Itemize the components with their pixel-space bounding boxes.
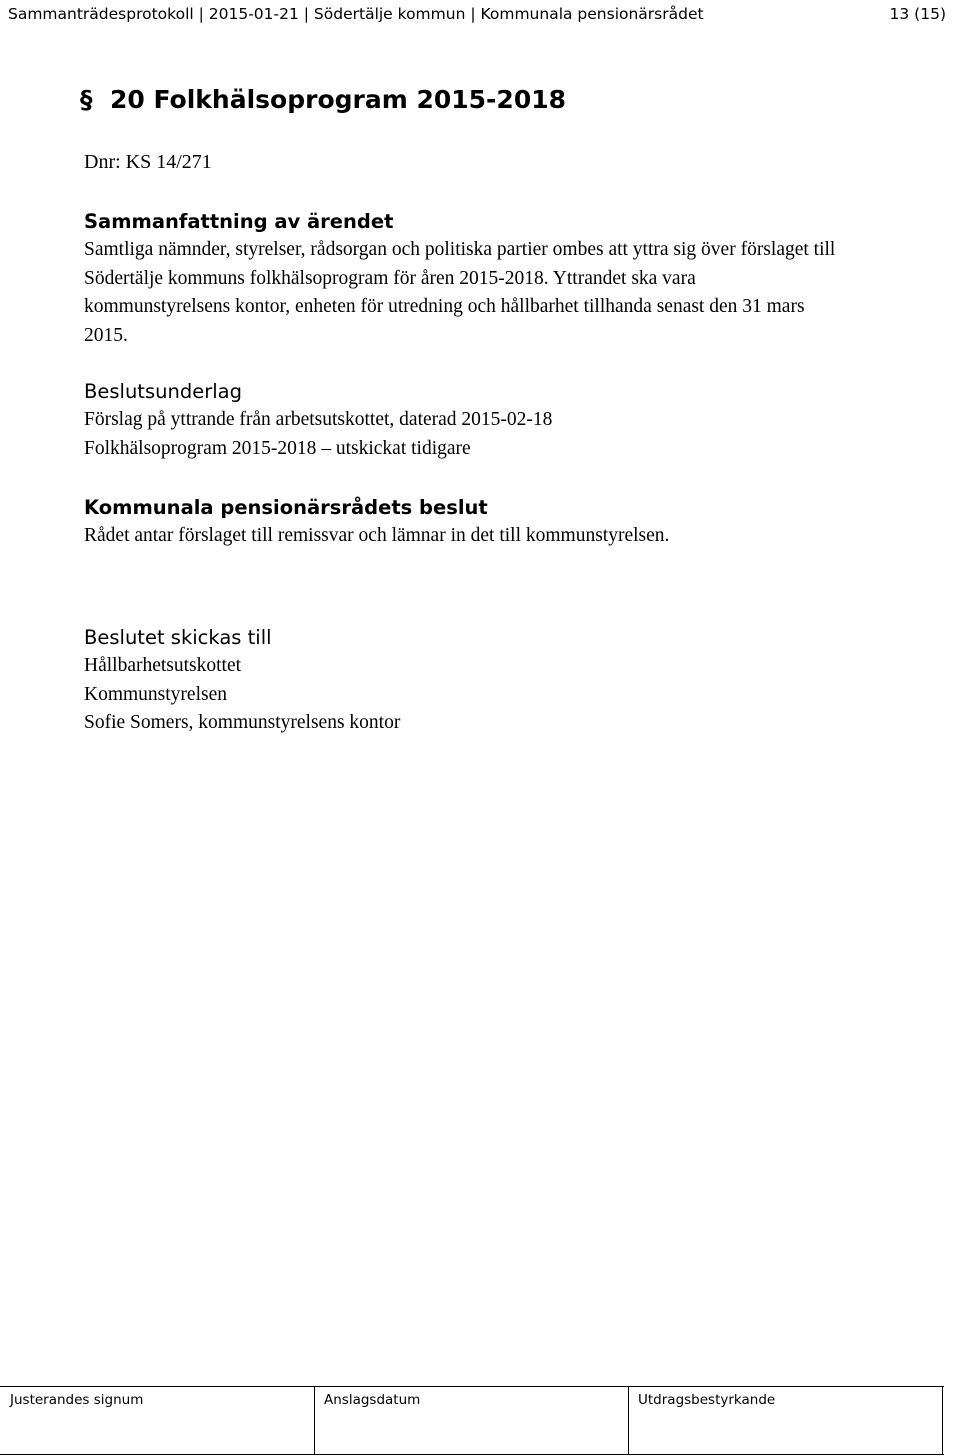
decision-heading: Kommunala pensionärsrådets beslut [84, 496, 488, 519]
footer-cell-signature [0, 1386, 314, 1454]
basis-item: Förslag på yttrande från arbetsutskottet, daterad 2015-02-18 [84, 409, 553, 430]
paragraph-sign-icon: § [80, 85, 93, 114]
decision-text: Rådet antar förslaget till remissvar och lämnar in det till kommunstyrelsen. [84, 525, 670, 546]
basis-item: Folkhälsoprogram 2015-2018 – utskickat tidigare [84, 437, 471, 459]
recipient-item: Sofie Somers, kommunstyrelsens kontor [84, 712, 401, 734]
distribution-heading: Beslutet skickas till [84, 626, 272, 649]
basis-section [84, 378, 552, 463]
signature-footer [0, 1386, 944, 1456]
section-heading [82, 84, 566, 116]
summary-text [84, 236, 835, 350]
summary-line: 2015. [84, 324, 128, 346]
summary-line: Samtliga nämnder, styrelser, rådsorgan och politiska partier ombes att yttra sig över förslaget till [84, 239, 836, 260]
recipient-item: Hållbarhetsutskottet [84, 655, 242, 676]
footer-label-signature: Justerandes signum [10, 1392, 144, 1408]
basis-list [84, 406, 552, 463]
basis-heading: Beslutsunderlag [84, 380, 242, 403]
footer-label-extract-certification: Utdragsbestyrkande [638, 1392, 776, 1408]
summary-section [84, 208, 835, 350]
distribution-section [84, 624, 400, 738]
footer-cell-extract-certification [628, 1386, 942, 1454]
case-number: Dnr: KS 14/271 [84, 151, 212, 173]
summary-line: Södertälje kommuns folkhälsoprogram för åren 2015-2018. Yttrandet ska vara [84, 267, 696, 289]
summary-heading: Sammanfattning av ärendet [84, 210, 394, 233]
footer-bottom-rule [0, 1454, 944, 1455]
footer-cell-posting-date [314, 1386, 628, 1454]
summary-line: kommunstyrelsens kontor, enheten för utredning och hållbarhet tillhanda senast den 31 mars [84, 296, 805, 318]
decision-section [84, 494, 669, 551]
footer-divider [942, 1386, 943, 1454]
section-title: 20 Folkhälsoprogram 2015-2018 [110, 85, 567, 114]
footer-label-posting-date: Anslagsdatum [324, 1392, 421, 1408]
recipient-list [84, 652, 400, 738]
document-title-line: Sammanträdesprotokoll | 2015-01-21 | Södertälje kommun | Kommunala pensionärsrådet [8, 5, 704, 23]
recipient-item: Kommunstyrelsen [84, 683, 227, 705]
page-number: 13 (15) [889, 5, 946, 23]
